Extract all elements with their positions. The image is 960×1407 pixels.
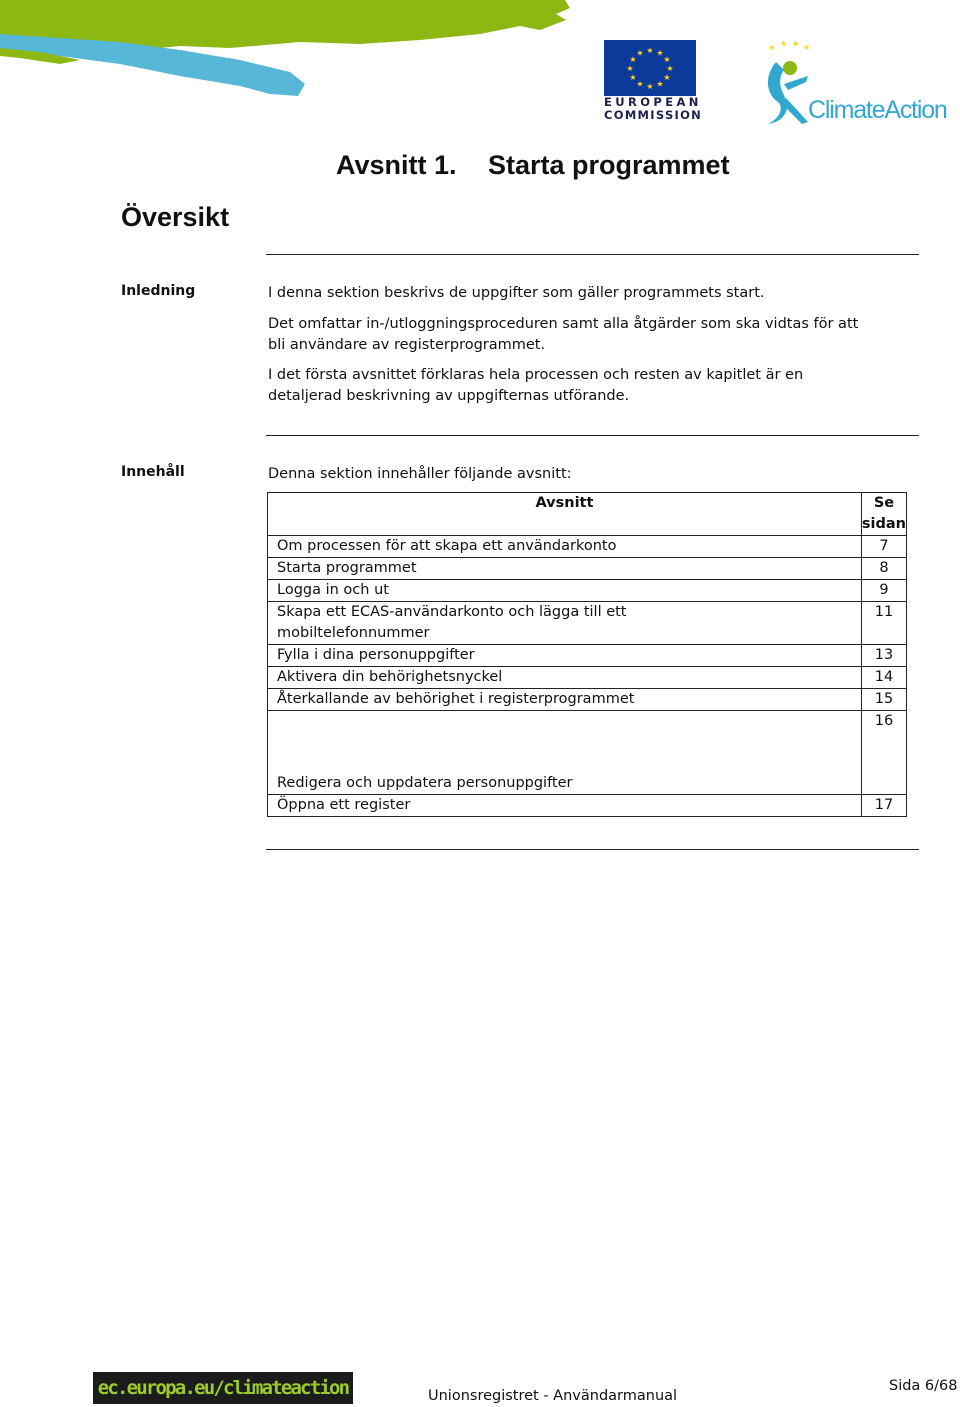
eu-logo-line2: COMMISSION — [604, 108, 703, 122]
intro-paragraph: I denna sektion beskrivs de uppgifter som gäller programmets start. — [268, 285, 765, 301]
row-title: Redigera och uppdatera personuppgifter — [268, 711, 862, 795]
table-row — [268, 602, 907, 645]
intro-paragraph: I det första avsnittet förklaras hela processen och resten av kapitlet är en detaljerad beskrivning av uppgifternas utförande. — [268, 367, 804, 404]
european-commission-logo — [604, 40, 703, 122]
svg-text:★: ★ — [626, 64, 634, 73]
row-page: 8 — [861, 558, 906, 580]
row-title: Skapa ett ECAS-användarkonto och lägga till ett mobiltelefonnummer — [268, 602, 862, 645]
overview-heading: Översikt — [121, 202, 230, 232]
table-header-row — [268, 493, 907, 536]
contents-lead: Denna sektion innehåller följande avsnitt: — [268, 466, 572, 482]
row-page: 14 — [861, 667, 906, 689]
footer-document-title: Unionsregistret - Användarmanual — [428, 1388, 678, 1404]
section-title: Starta programmet — [488, 150, 730, 180]
row-title: Starta programmet — [268, 558, 862, 580]
contents-label: Innehåll — [121, 464, 185, 480]
row-page: 16 — [861, 711, 906, 795]
svg-text:★: ★ — [663, 55, 671, 64]
header-brush-graphic — [0, 0, 580, 105]
row-page: 17 — [861, 795, 906, 817]
svg-text:★: ★ — [792, 39, 800, 48]
svg-text:★: ★ — [629, 55, 637, 64]
row-page: 9 — [861, 580, 906, 602]
contents-table — [267, 492, 907, 817]
table-row — [268, 645, 907, 667]
climate-action-wordmark: ClimateAction — [808, 96, 947, 124]
row-title: Fylla i dina personuppgifter — [268, 645, 862, 667]
row-title: Återkallande av behörighet i registerprogrammet — [268, 689, 862, 711]
svg-text:★: ★ — [629, 73, 637, 82]
column-header-page: Se sidan — [861, 493, 906, 536]
svg-text:★: ★ — [646, 46, 654, 55]
row-title: Aktivera din behörighetsnyckel — [268, 667, 862, 689]
svg-text:★: ★ — [646, 82, 654, 91]
intro-label: Inledning — [121, 283, 196, 299]
table-row — [268, 558, 907, 580]
footer-website-logo: ec.europa.eu/climateaction — [93, 1372, 353, 1404]
table-row — [268, 711, 907, 795]
divider-bottom — [266, 849, 919, 850]
row-title: Öppna ett register — [268, 795, 862, 817]
table-row — [268, 795, 907, 817]
divider-middle — [266, 435, 919, 436]
table-row — [268, 536, 907, 558]
row-page: 7 — [861, 536, 906, 558]
eu-logo-line1: EUROPEAN — [604, 95, 702, 109]
table-row — [268, 667, 907, 689]
eu-flag-icon — [604, 40, 696, 96]
svg-text:★: ★ — [656, 48, 664, 58]
row-page: 15 — [861, 689, 906, 711]
section-number: Avsnitt 1. — [336, 150, 457, 180]
svg-text:★: ★ — [636, 48, 644, 58]
section-heading — [336, 150, 730, 181]
svg-text:★: ★ — [636, 79, 644, 89]
page-number: Sida 6/68 — [889, 1378, 958, 1394]
svg-text:★: ★ — [663, 73, 671, 82]
row-page: 13 — [861, 645, 906, 667]
svg-text:★: ★ — [803, 43, 811, 52]
svg-text:★: ★ — [656, 79, 664, 89]
table-row — [268, 689, 907, 711]
svg-text:★: ★ — [666, 64, 674, 73]
row-title: Logga in och ut — [268, 580, 862, 602]
divider-top — [266, 254, 919, 255]
svg-text:★: ★ — [780, 39, 788, 48]
row-page: 11 — [861, 602, 906, 645]
table-row — [268, 580, 907, 602]
row-title: Om processen för att skapa ett användarkonto — [268, 536, 862, 558]
intro-paragraph: Det omfattar in-/utloggningsproceduren samt alla åtgärder som ska vidtas för att bli användare av registerprogrammet. — [268, 316, 859, 353]
svg-text:★: ★ — [768, 43, 776, 52]
column-header-section: Avsnitt — [268, 493, 862, 536]
climate-action-logo — [758, 38, 960, 130]
